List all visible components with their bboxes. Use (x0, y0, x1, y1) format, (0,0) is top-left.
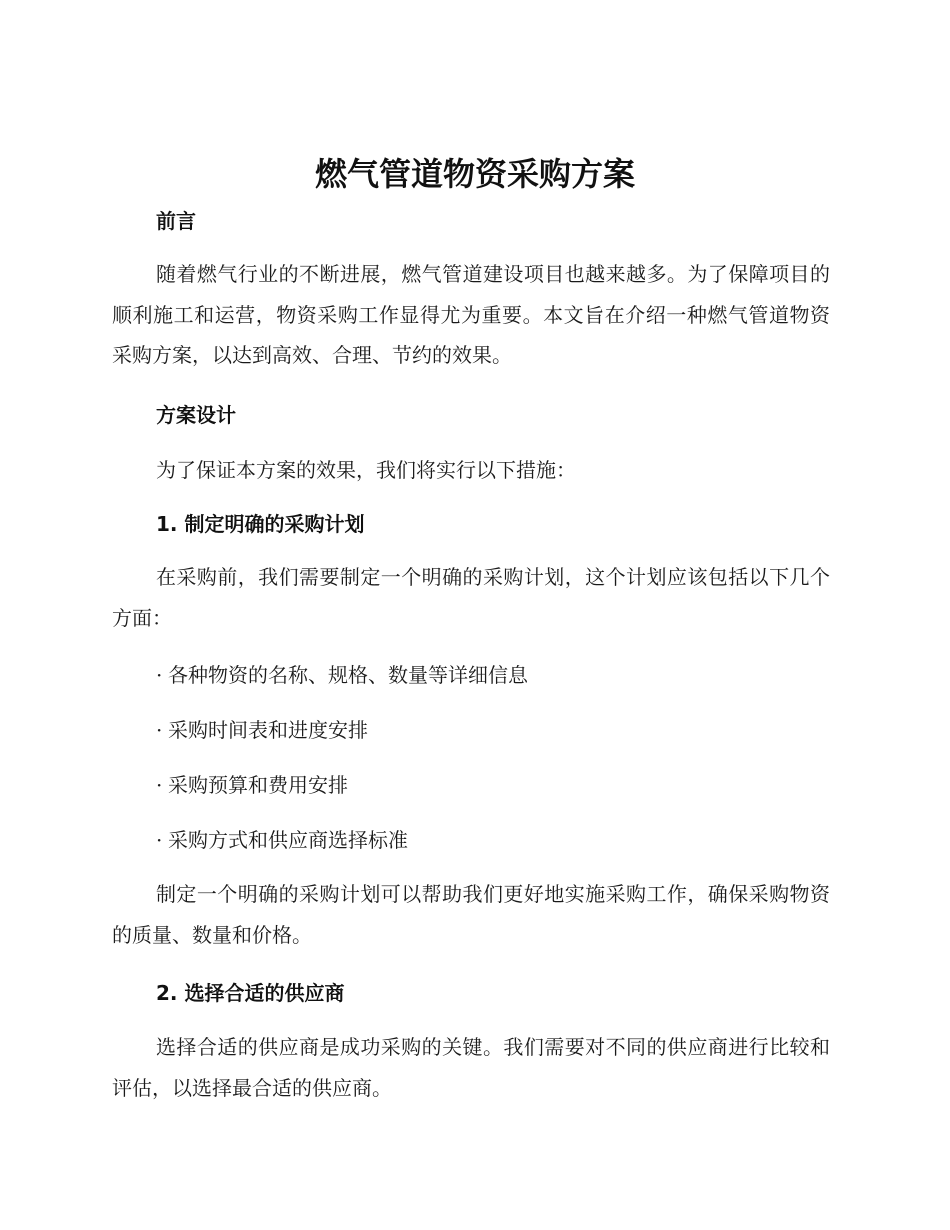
preface-heading: 前言 (156, 209, 196, 233)
bullet-dot: · (156, 718, 163, 742)
section2-heading: 2. 选择合适的供应商 (156, 981, 345, 1005)
bullet-dot: · (156, 663, 163, 687)
section1-intro-paragraph: 在采购前，我们需要制定一个明确的采购计划，这个计划应该包括以下几个方面： (112, 565, 830, 630)
bullet-dot: · (156, 773, 163, 797)
bullet-item (156, 716, 368, 744)
section1-conclusion-paragraph: 制定一个明确的采购计划可以帮助我们更好地实施采购工作，确保采购物资的质量、数量和价格。 (112, 882, 830, 947)
section1-heading: 1. 制定明确的采购计划 (156, 512, 365, 536)
bullet-item (156, 661, 528, 689)
bullet-text: 采购预算和费用安排 (168, 773, 348, 797)
preface-paragraph: 随着燃气行业的不断进展，燃气管道建设项目也越来越多。为了保障项目的顺利施工和运营，物资采购工作显得尤为重要。本文旨在介绍一种燃气管道物资采购方案，以达到高效、合理、节约的效果。 (112, 262, 830, 367)
section2-paragraph: 选择合适的供应商是成功采购的关键。我们需要对不同的供应商进行比较和评估，以选择最合适的供应商。 (112, 1035, 830, 1100)
bullet-text: 采购时间表和进度安排 (168, 718, 368, 742)
bullet-item (156, 771, 348, 799)
bullet-text: 采购方式和供应商选择标准 (168, 828, 408, 852)
design-heading: 方案设计 (156, 403, 236, 427)
design-intro: 为了保证本方案的效果，我们将实行以下措施： (156, 458, 576, 482)
bullet-dot: · (156, 828, 163, 852)
bullet-text: 各种物资的名称、规格、数量等详细信息 (168, 663, 528, 687)
bullet-item (156, 826, 408, 854)
document-title: 燃气管道物资采购方案 (314, 155, 635, 193)
